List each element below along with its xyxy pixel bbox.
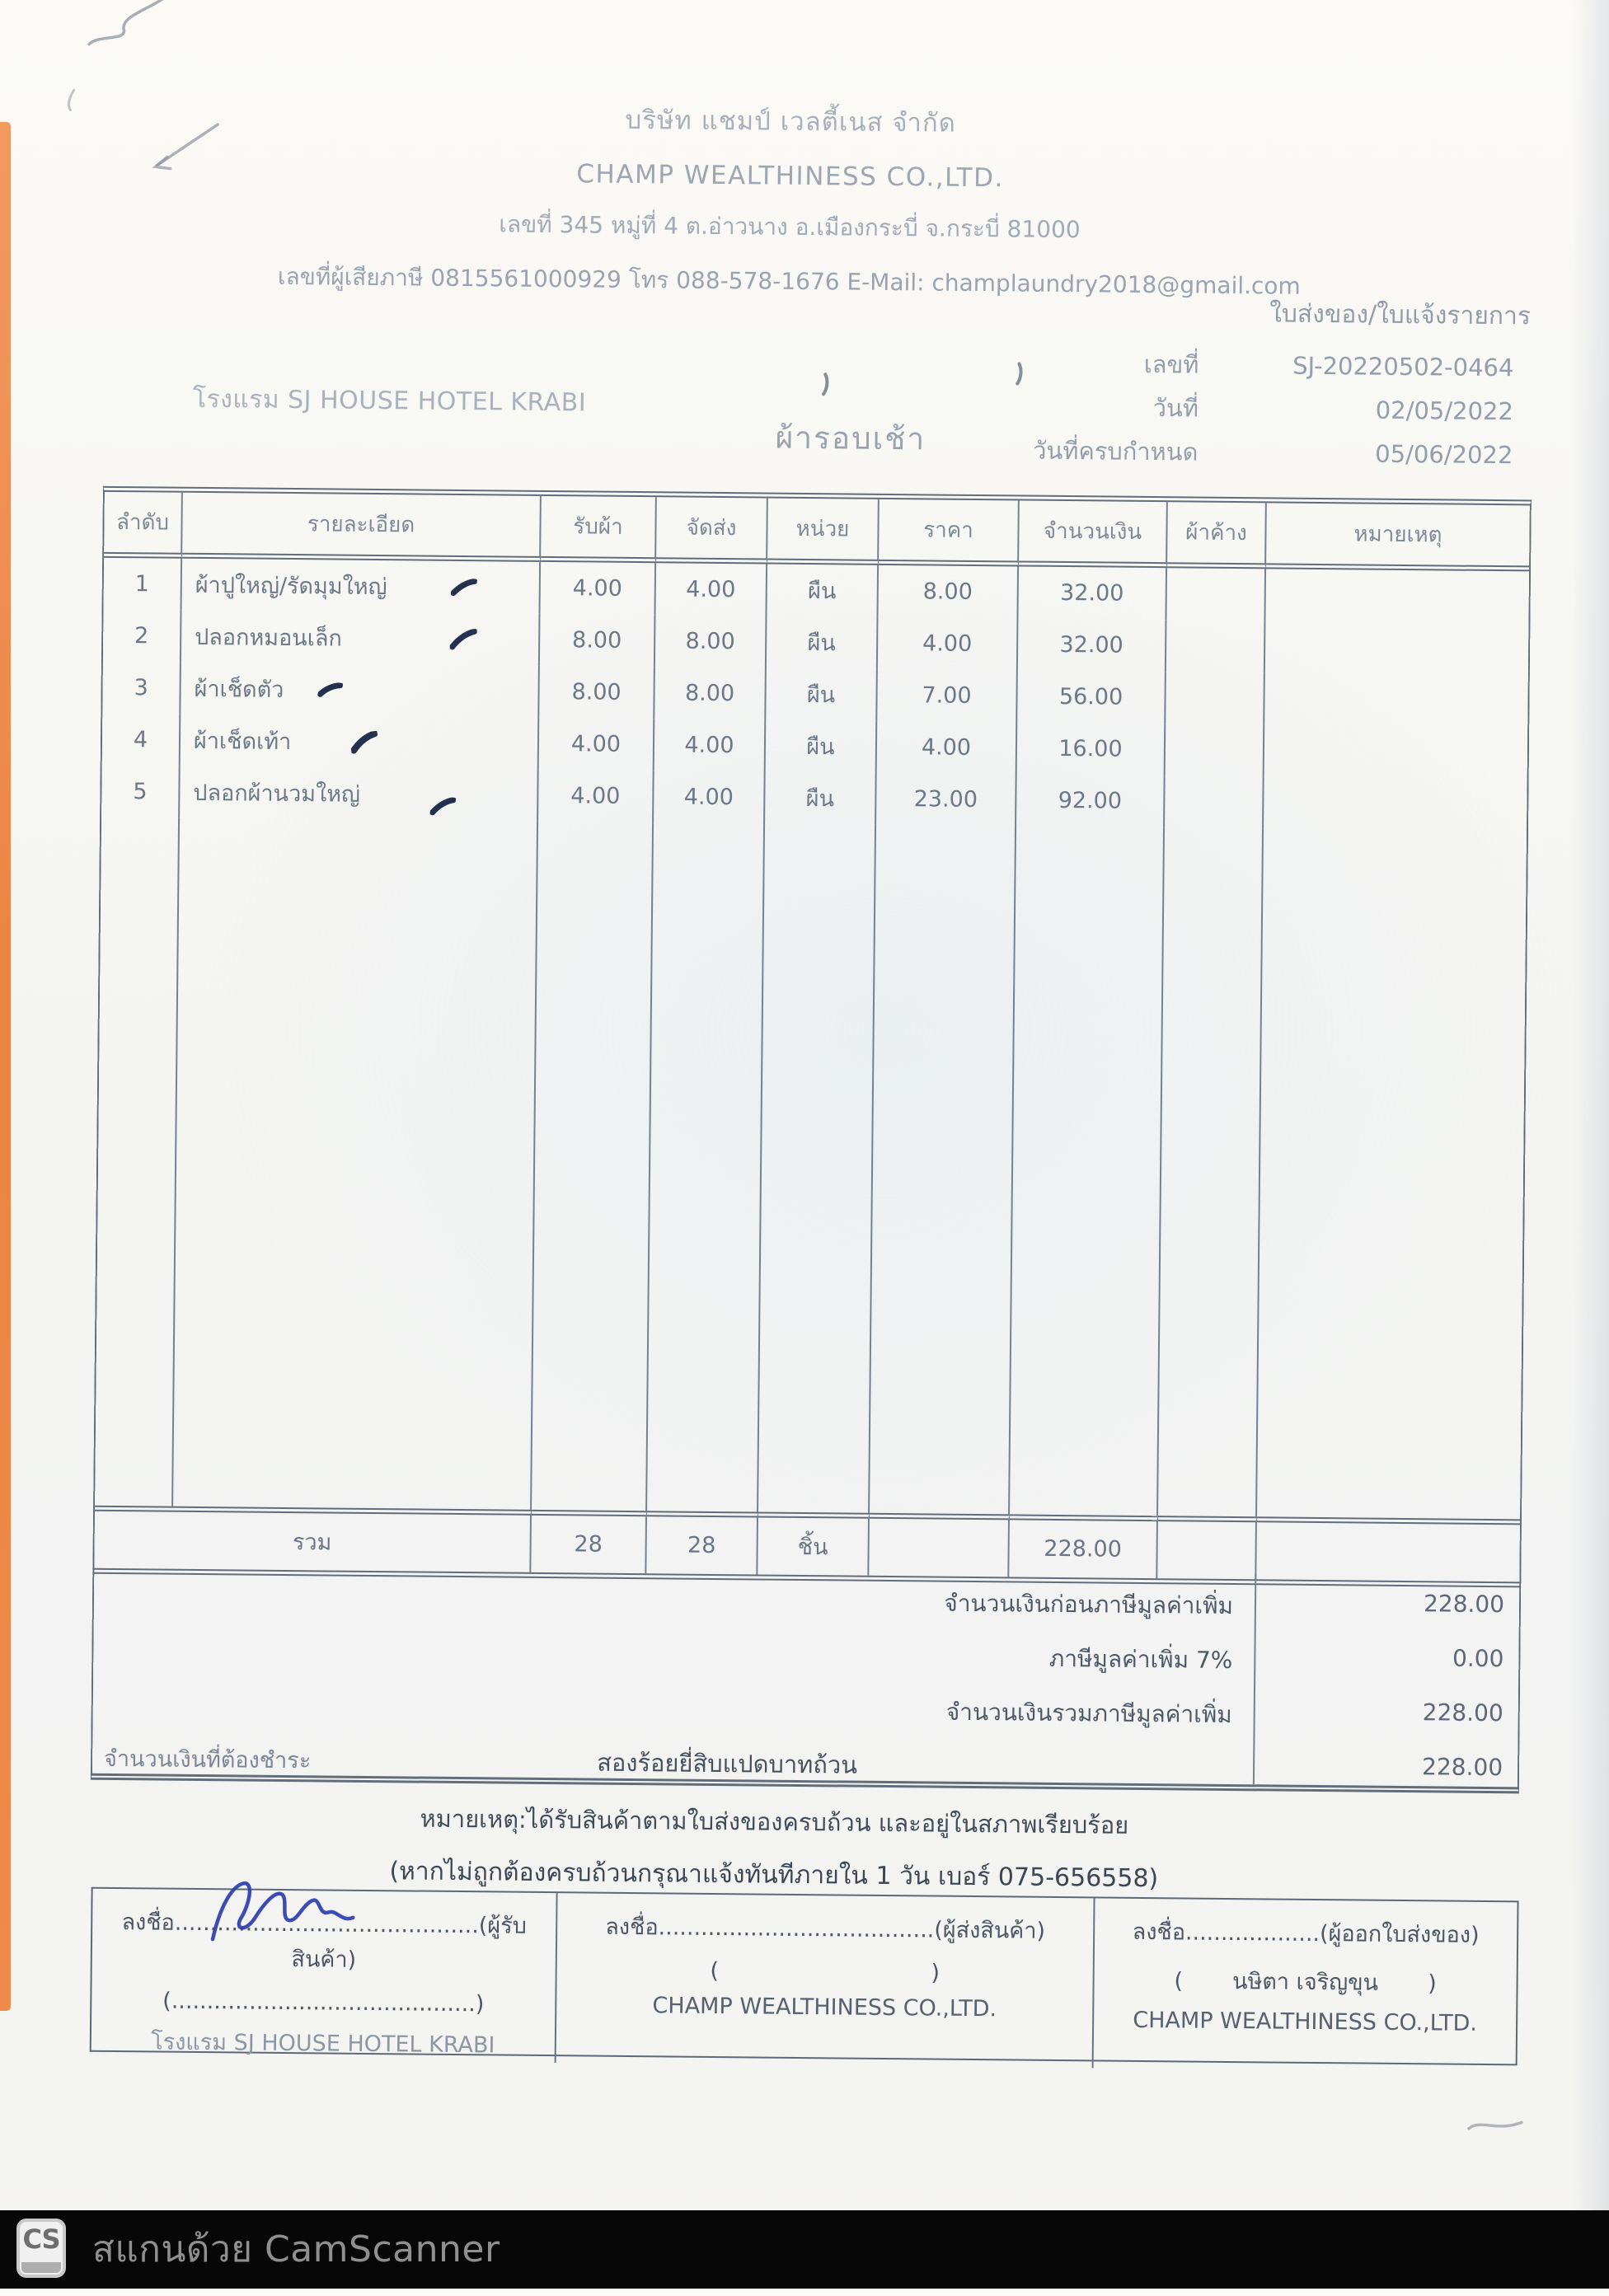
row-no: 2: [103, 610, 182, 663]
row-amount: 32.00: [1018, 566, 1167, 620]
row-description: [182, 559, 542, 614]
sign-name-line: ( นษิตา เจริญขุน ): [1174, 1968, 1437, 1997]
laundry-round-title: ผ้ารอบเช้า: [775, 419, 926, 457]
total-remarks-empty: [1256, 1516, 1520, 1581]
row-received: 8.00: [539, 666, 655, 719]
row-received: 4.00: [539, 718, 655, 771]
document-type: ใบส่งของ/ใบแจ้งรายการ: [1269, 299, 1532, 331]
row-description-text: ปลอกหมอนเล็ก: [195, 624, 342, 652]
row-received: 8.00: [540, 614, 656, 667]
row-amount: 16.00: [1017, 722, 1166, 775]
col-header-amount: จำนวนเงิน: [1019, 500, 1168, 568]
col-header-pending: ผ้าค้าง: [1167, 502, 1267, 569]
row-description-text: ผ้าเช็ดตัว: [194, 676, 284, 703]
subtotal-label: จำนวนเงินก่อนภาษีมูลค่าเพิ่ม: [944, 1589, 1234, 1620]
vat-label: ภาษีมูลค่าเพิ่ม 7%: [1048, 1644, 1233, 1675]
col-header-price: ราคา: [879, 499, 1020, 567]
row-price: 4.00: [877, 721, 1018, 775]
total-delivered: 28: [646, 1511, 758, 1574]
row-price: 7.00: [877, 669, 1018, 723]
handwritten-tick: [317, 679, 344, 701]
filler-cell: [758, 824, 876, 1513]
sign-name-line: ( ): [710, 1957, 941, 1986]
row-no: 1: [104, 558, 183, 611]
row-delivered: 4.00: [654, 771, 766, 823]
filler-cell: [532, 822, 654, 1511]
total-amount: 228.00: [1009, 1514, 1158, 1578]
row-delivered: 4.00: [654, 719, 767, 771]
camscanner-logo-icon: [16, 2219, 66, 2278]
camscanner-logo-strip: [21, 2262, 61, 2273]
row-received: 4.00: [538, 770, 654, 822]
document-due-row: [1033, 432, 1525, 480]
row-pending: [1165, 775, 1264, 828]
document-info: [1033, 293, 1532, 480]
total-pending-empty: [1157, 1516, 1257, 1579]
row-unit: ผืน: [766, 668, 878, 721]
row-pending: [1166, 568, 1266, 621]
col-header-description: รายละเอียด: [182, 493, 542, 562]
grand-total-label: จำนวนเงินรวมภาษีมูลค่าเพิ่ม: [945, 1698, 1232, 1729]
payable-label: จำนวนเงินที่ต้องชำระ: [103, 1745, 312, 1774]
col-header-no: ลำดับ: [104, 492, 183, 559]
sign-line: ลงชื่อ...........................................(ผู้รับสินค้า): [121, 1909, 528, 1973]
document-number-row: [1034, 344, 1526, 393]
row-description: [181, 663, 540, 718]
row-remarks: [1264, 672, 1528, 727]
invoice-table: [92, 486, 1532, 1588]
row-pending: [1166, 724, 1265, 776]
row-remarks: [1265, 621, 1529, 675]
handwritten-tick: [429, 795, 456, 817]
doc-no-label: เลขที่: [1143, 349, 1199, 379]
sign-line: ลงชื่อ.......................................(ผู้ส่งสินค้า): [605, 1914, 1046, 1944]
sign-company: โรงแรม SJ HOUSE HOTEL KRABI: [151, 2029, 495, 2059]
customer-name: โรงแรม SJ HOUSE HOTEL KRABI: [192, 384, 587, 418]
row-unit: ผืน: [767, 565, 879, 617]
col-header-remarks: หมายเหตุ: [1266, 503, 1530, 571]
camscanner-watermark-text: สแกนด้วย CamScanner: [92, 2228, 500, 2270]
row-delivered: 8.00: [654, 667, 767, 719]
document-date-row: [1033, 388, 1525, 437]
sign-line: ลงชื่อ...................(ผู้ออกใบส่งของ): [1132, 1919, 1480, 1948]
row-price: 4.00: [878, 617, 1019, 671]
company-name-th: บริษัท แชมป์ เวลตี้เนส จำกัด: [625, 105, 957, 138]
col-header-delivered: จัดส่ง: [656, 497, 768, 564]
doc-due-value: 05/06/2022: [1375, 439, 1513, 470]
amount-in-words: สองร้อยยี่สิบแปดบาทถ้วน: [597, 1748, 858, 1779]
row-no: 3: [102, 662, 181, 715]
row-unit: ผืน: [767, 616, 879, 669]
row-no: 4: [102, 714, 181, 766]
signature-table: [90, 1887, 1519, 2066]
row-description-text: ผ้าปูใหญ่/รัดมุมใหญ่: [195, 572, 387, 601]
row-unit: ผืน: [765, 772, 877, 825]
row-remarks: [1264, 776, 1527, 831]
doc-no-value: SJ-20220502-0464: [1292, 351, 1514, 382]
row-description-text: ผ้าเช็ดเท้า: [193, 728, 292, 756]
total-price-empty: [869, 1513, 1010, 1577]
notes-section: [0, 1796, 1558, 1902]
grand-total-amount: 228.00: [1422, 1699, 1503, 1727]
signature-box-receiver: [91, 1889, 558, 2063]
col-header-received: รับผ้า: [541, 496, 657, 563]
row-amount: 32.00: [1018, 618, 1167, 672]
sign-company: CHAMP WEALTHINESS CO.,LTD.: [652, 1993, 997, 2022]
company-name-en: CHAMP WEALTHINESS CO.,LTD.: [576, 159, 1004, 194]
handwritten-tick: [349, 730, 380, 753]
payable-amount: 228.00: [1421, 1753, 1503, 1782]
row-amount: 56.00: [1017, 670, 1166, 724]
row-description: [180, 766, 539, 822]
row-pending: [1166, 620, 1266, 672]
signature-box-sender: [556, 1893, 1095, 2068]
doc-date-value: 02/05/2022: [1375, 396, 1514, 426]
row-delivered: 8.00: [655, 615, 767, 668]
pencil-mark: [1464, 2104, 1530, 2146]
col-header-unit: หน่วย: [767, 499, 880, 565]
company-tax-line: เลขที่ผู้เสียภาษี 0815561000929 โทร 088-578-1676 E-Mail: champlaundry2018@gmail.com: [277, 262, 1301, 300]
row-description: [181, 715, 540, 770]
doc-due-label: วันที่ครบกำหนด: [1033, 436, 1199, 466]
sign-company: CHAMP WEALTHINESS CO.,LTD.: [1133, 2007, 1478, 2036]
filler-cell: [1257, 828, 1527, 1519]
company-header: [6, 93, 1574, 307]
row-price: 8.00: [878, 565, 1019, 619]
camscanner-logo-text: CS: [22, 2223, 60, 2255]
filler-cell: [1158, 827, 1264, 1516]
sign-name-line: (...........................................): [162, 1988, 485, 2017]
doc-date-label: วันที่: [1152, 394, 1199, 423]
row-delivered: 4.00: [655, 563, 767, 616]
row-description-text: ปลอกผ้านวมใหญ่: [193, 780, 361, 808]
filler-cell: [95, 818, 180, 1506]
summary-section: [91, 1563, 1521, 1794]
note-line-1: หมายเหตุ:ได้รับสินค้าตามใบส่งของครบถ้วน และอยู่ในสภาพเรียบร้อย: [420, 1804, 1129, 1839]
note-line-2: (หากไม่ถูกต้องครบถ้วนกรุณาแจ้งทันทีภายใน 1 วัน เบอร์ 075-656558): [389, 1857, 1159, 1894]
row-price: 23.00: [876, 773, 1017, 827]
subtotal-amount: 228.00: [1423, 1590, 1505, 1619]
filler-cell: [1010, 826, 1165, 1516]
company-address: เลขที่ 345 หมู่ที่ 4 ต.อ่าวนาง อ.เมืองกระบี่ จ.กระบี่ 81000: [499, 210, 1081, 244]
handwritten-tick: [448, 629, 477, 650]
camscanner-footer-bar: [0, 2210, 1609, 2289]
row-pending: [1166, 672, 1265, 724]
row-remarks: [1264, 724, 1528, 779]
filler-cell: [870, 825, 1016, 1515]
row-amount: 92.00: [1016, 774, 1166, 827]
filler-cell: [647, 822, 765, 1511]
row-unit: ผืน: [766, 720, 878, 773]
row-description: [181, 611, 541, 666]
row-remarks: [1265, 569, 1529, 623]
row-received: 4.00: [540, 562, 656, 615]
row-no: 5: [101, 766, 181, 818]
handwritten-tick: [450, 576, 477, 598]
total-label: รวม: [94, 1506, 532, 1572]
vat-amount: 0.00: [1452, 1644, 1504, 1673]
total-unit: ชิ้น: [758, 1511, 870, 1575]
signature-box-issuer: [1094, 1898, 1518, 2072]
pen-tick-small: [817, 369, 850, 402]
total-received: 28: [531, 1510, 647, 1573]
filler-cell: [173, 818, 538, 1510]
